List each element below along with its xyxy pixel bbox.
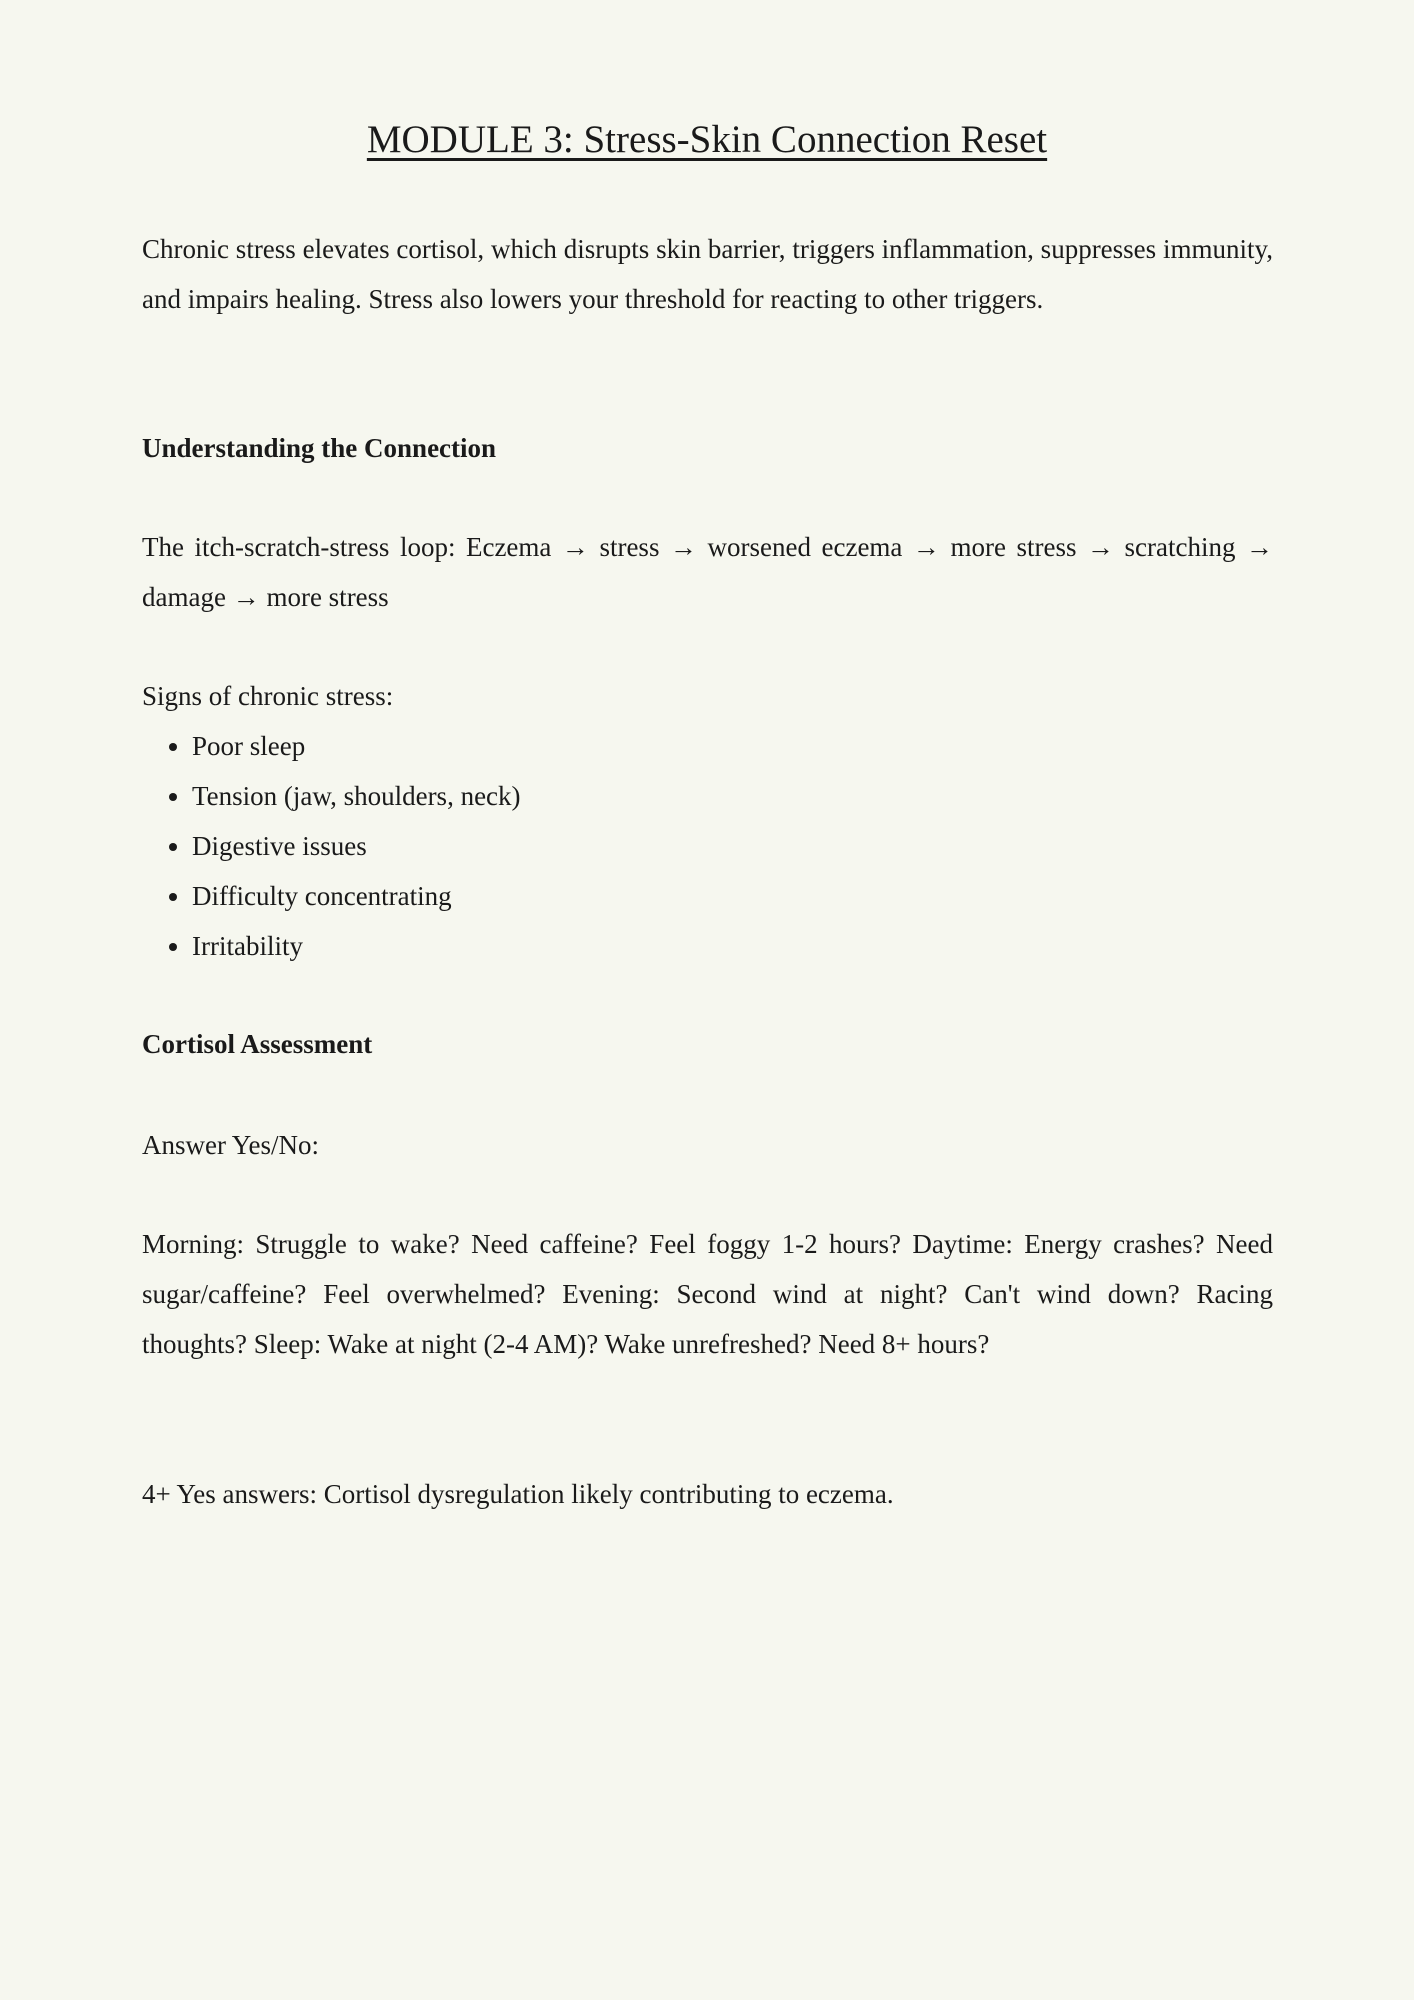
- page-title: [0, 112, 1414, 168]
- signs-list: [142, 721, 1273, 971]
- page-title-text: MODULE 3: Stress-Skin Connection Reset: [366, 118, 1048, 161]
- result-text: 4+ Yes answers: Cortisol dysregulation likely contributing to eczema.: [142, 1479, 894, 1509]
- signs-block: [142, 671, 1273, 971]
- section-heading-cortisol: Cortisol Assessment: [142, 1029, 373, 1059]
- signs-label: Signs of chronic stress:: [142, 681, 394, 711]
- list-item: • Poor sleep: [192, 721, 1273, 771]
- list-item: • Tension (jaw, shoulders, neck): [192, 771, 1273, 821]
- intro-paragraph: Chronic stress elevates cortisol, which disrupts skin barrier, triggers inflammation, suppresses immunity, and impairs healing. Stress also lowers your threshold for reacting to other triggers.: [142, 234, 1273, 314]
- list-item: • Irritability: [192, 921, 1273, 971]
- section-heading-connection: Understanding the Connection: [142, 433, 497, 463]
- loop-paragraph: The itch-scratch-stress loop: Eczema → stress → worsened eczema → more stress → scratching → damage → more stress: [142, 532, 1273, 612]
- questions-paragraph: Morning: Struggle to wake? Need caffeine? Feel foggy 1-2 hours? Daytime: Energy crashes? Need sugar/caffeine? Feel overwhelmed? Evening: Second wind at night? Can't wind down? Racing thoughts? Sleep: Wake at night (2-4 AM)? Wake unrefreshed? Need 8+ hours?: [142, 1229, 1273, 1359]
- list-item: • Difficulty concentrating: [192, 871, 1273, 921]
- instruction-text: Answer Yes/No:: [142, 1130, 320, 1160]
- list-item: • Digestive issues: [192, 821, 1273, 871]
